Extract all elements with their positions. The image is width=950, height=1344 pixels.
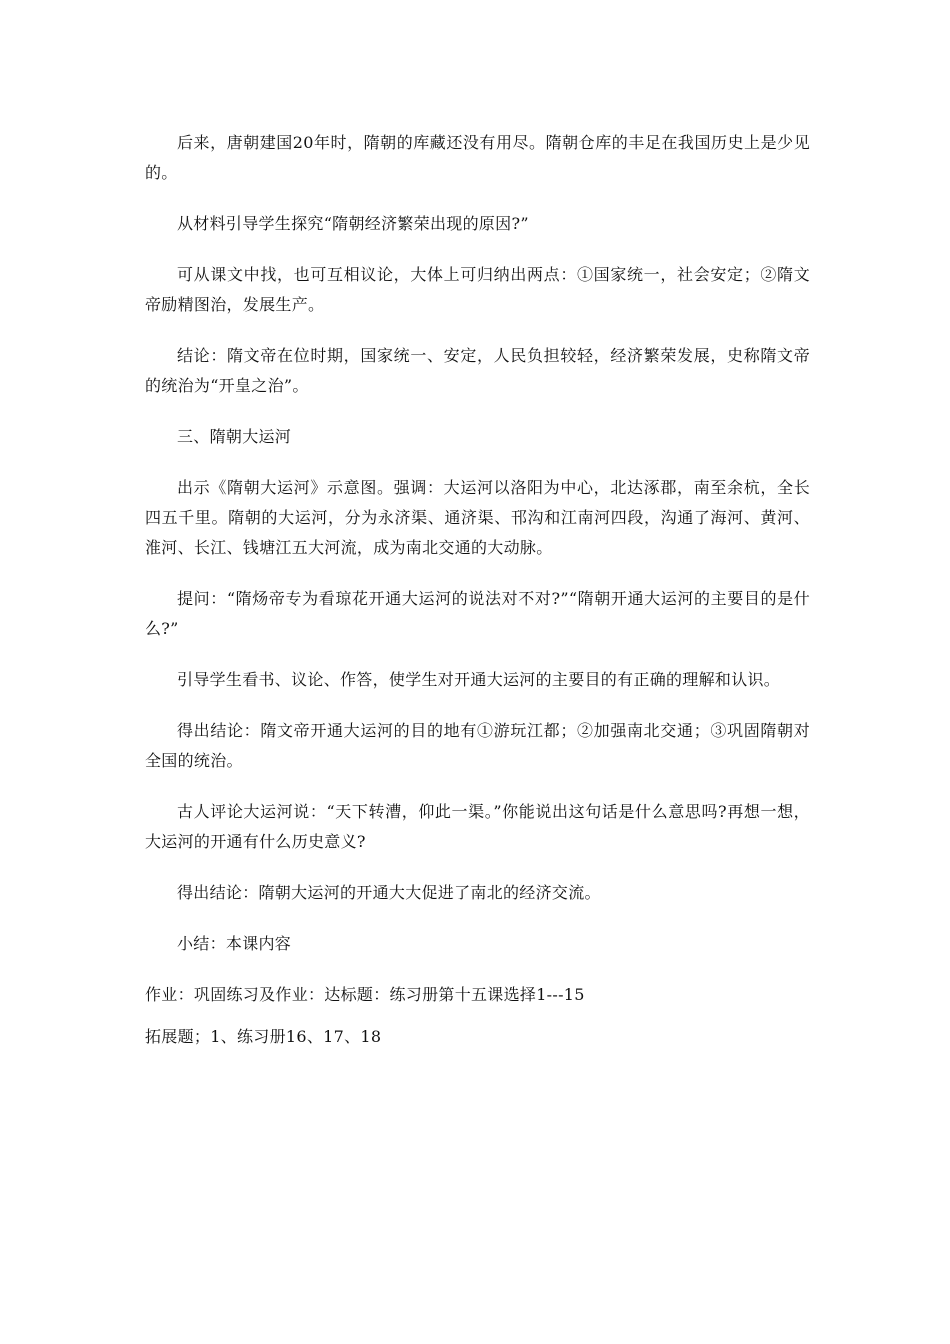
section-heading-grand-canal: 三、隋朝大运河: [177, 427, 292, 446]
paragraph-explore-question: 从材料引导学生探究“隋朝经济繁荣出现的原因?”: [177, 214, 529, 233]
paragraph-ancient-comment: 古人评论大运河说：“天下转漕，仰此一渠。”你能说出这句话是什么意思吗?再想一想，大运河的开通有什么历史意义?: [145, 802, 810, 851]
homework-line: 作业：巩固练习及作业：达标题：练习册第十五课选择1---15: [145, 985, 585, 1004]
paragraph-canal-significance: 得出结论：隋朝大运河的开通大大促进了南北的经济交流。: [177, 883, 601, 902]
paragraph-two-reasons: 可从课文中找，也可互相议论，大体上可归纳出两点：①国家统一，社会安定；②隋文帝励精图治，发展生产。: [145, 265, 810, 314]
paragraph-canal-purpose: 得出结论：隋文帝开通大运河的目的地有①游玩江都；②加强南北交通；③巩固隋朝对全国的统治。: [145, 721, 810, 770]
paragraph-tang-storage: 后来，唐朝建国20年时，隋朝的库藏还没有用尽。隋朝仓库的丰足在我国历史上是少见的。: [145, 133, 810, 182]
paragraph-summary: 小结：本课内容: [177, 934, 292, 953]
paragraph-questions: 提问：“隋炀帝专为看琼花开通大运河的说法对不对?”“隋朝开通大运河的主要目的是什么?”: [145, 589, 810, 638]
document-body: [145, 128, 810, 1064]
paragraph-canal-map: 出示《隋朝大运河》示意图。强调：大运河以洛阳为中心，北达涿郡，南至余杭，全长四五千里。隋朝的大运河，分为永济渠、通济渠、邗沟和江南河四段，沟通了海河、黄河、淮河、长江、钱塘江五大河流，成为南北交通的大动脉。: [145, 478, 810, 557]
paragraph-kaihuang-conclusion: 结论：隋文帝在位时期，国家统一、安定，人民负担较轻，经济繁荣发展，史称隋文帝的统治为“开皇之治”。: [145, 346, 810, 395]
paragraph-guide-students: 引导学生看书、议论、作答，使学生对开通大运河的主要目的有正确的理解和认识。: [177, 670, 781, 689]
extension-line: 拓展题；1、练习册16、17、18: [145, 1027, 382, 1046]
